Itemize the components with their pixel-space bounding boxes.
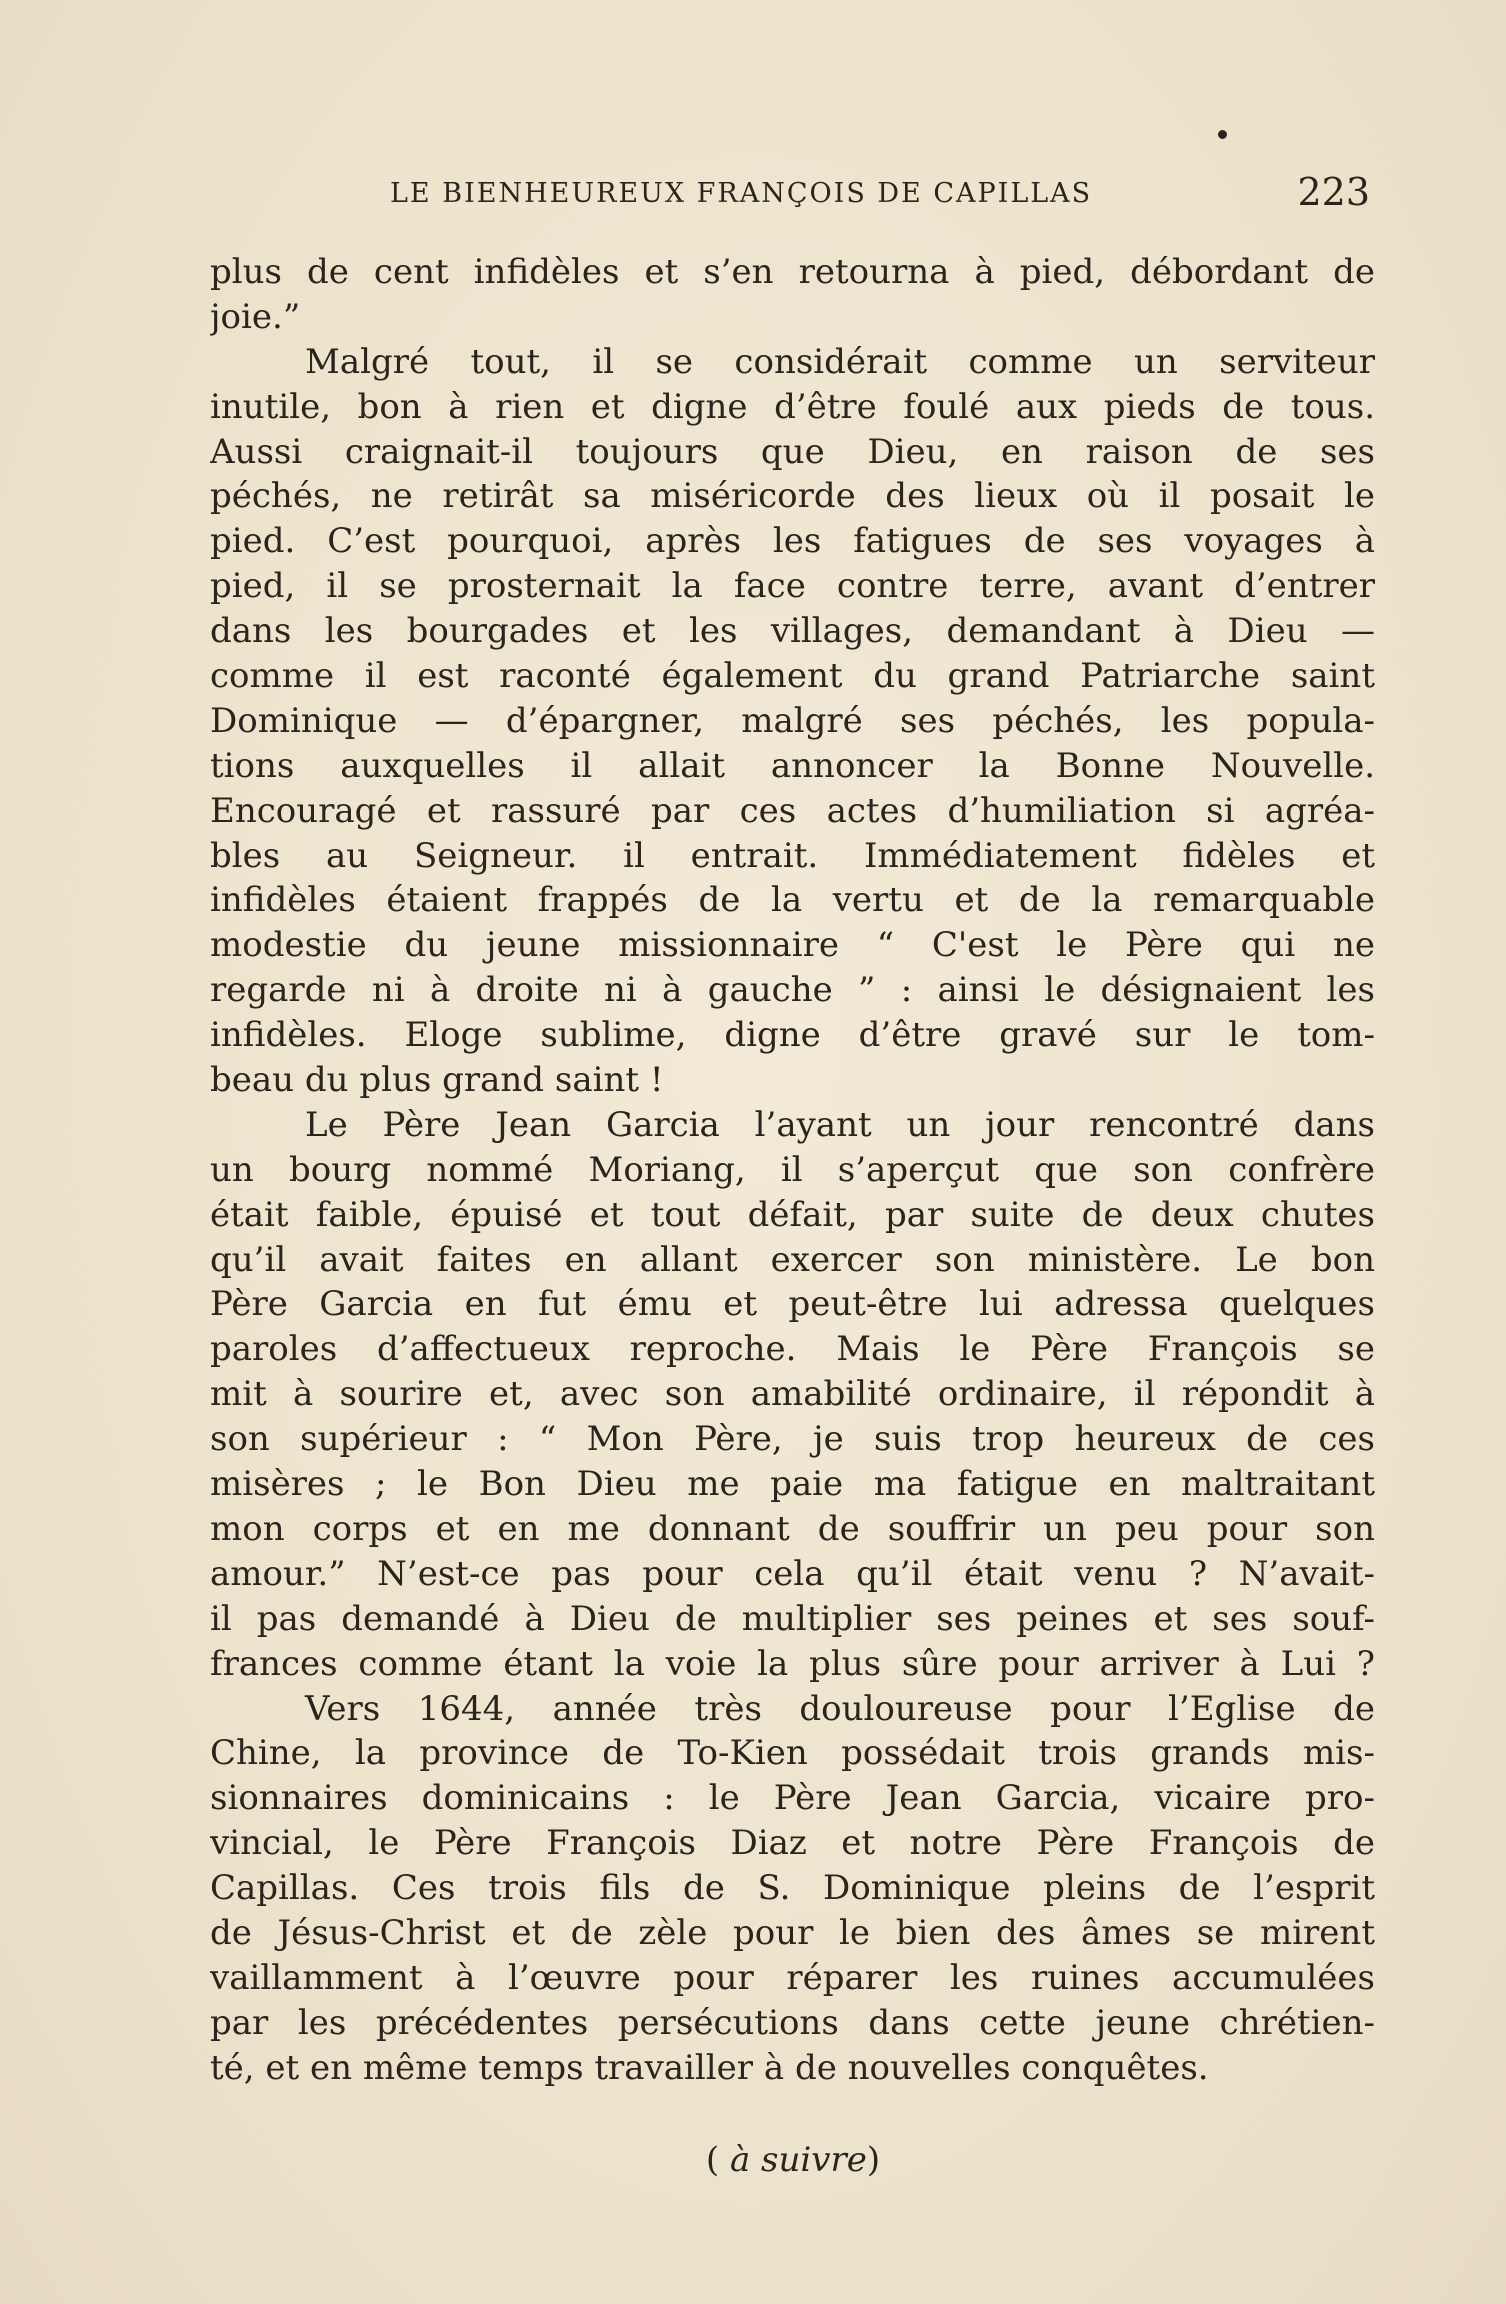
continued-label: à suivre — [729, 2140, 867, 2180]
text-line: plus de cent infidèles et s’en retourna à pied, débordant de — [210, 252, 1375, 292]
text-line: il pas demandé à Dieu de multiplier ses peines et ses souf- — [210, 1598, 1375, 1639]
text-line: comme il est raconté également du grand Patriarche saint — [210, 656, 1375, 697]
text-line: dans les bourgades et les villages, demandant à Dieu — — [210, 611, 1375, 652]
text-line: amour.” N’est-ce pas pour cela qu’il était venu ? N’avait- — [210, 1553, 1375, 1594]
text-line: infidèles. Eloge sublime, digne d’être gravé sur le tom- — [210, 1015, 1375, 1056]
text-line: Père Garcia en fut ému et peut-être lui adressa quelques — [210, 1284, 1375, 1325]
text-line: de Jésus-Christ et de zèle pour le bien des âmes se mirent — [210, 1912, 1375, 1953]
text-line: regarde ni à droite ni à gauche ” : ainsi le désignaient les — [210, 970, 1375, 1011]
text-line: inutile, bon à rien et digne d’être foulé aux pieds de tous. — [210, 386, 1375, 427]
text-line: qu’il avait faites en allant exercer son ministère. Le bon — [210, 1239, 1375, 1280]
text-line: par les précédentes persécutions dans cette jeune chrétien- — [210, 2002, 1375, 2043]
text-line: bles au Seigneur. il entrait. Immédiatement fidèles et — [210, 835, 1375, 876]
text-line: Chine, la province de To-Kien possédait trois grands mis- — [210, 1733, 1375, 1774]
text-line: vaillamment à l’œuvre pour réparer les ruines accumulées — [210, 1957, 1375, 1998]
text-line: frances comme étant la voie la plus sûre pour arriver à Lui ? — [210, 1643, 1375, 1684]
text-line: modestie du jeune missionnaire “ C'est le Père qui ne — [210, 925, 1375, 966]
text-line: tions auxquelles il allait annoncer la Bonne Nouvelle. — [210, 745, 1375, 786]
text-line: beau du plus grand saint ! — [210, 1060, 664, 1101]
page-number: 223 — [1297, 170, 1370, 214]
text-line: sionnaires dominicains : le Père Jean Garcia, vicaire pro- — [210, 1778, 1375, 1819]
ink-speck — [1218, 130, 1227, 139]
text-line: misères ; le Bon Dieu me paie ma fatigue en maltraitant — [210, 1464, 1375, 1505]
text-line: Aussi craignait-il toujours que Dieu, en raison de ses — [210, 431, 1375, 472]
text-line: Le Père Jean Garcia l’ayant un jour rencontré dans — [305, 1104, 1375, 1145]
text-line: Encouragé et rassuré par ces actes d’humiliation si agréa- — [210, 790, 1375, 831]
text-line: péchés, ne retirât sa miséricorde des lieux où il posait le — [210, 476, 1375, 517]
text-line: était faible, épuisé et tout défait, par suite de deux chutes — [210, 1194, 1375, 1235]
text-line: Malgré tout, il se considérait comme un serviteur — [305, 341, 1375, 382]
text-line: Vers 1644, année très douloureuse pour l’Eglise de — [305, 1688, 1375, 1729]
paren-open: ( — [705, 2140, 730, 2180]
text-line: vincial, le Père François Diaz et notre Père François de — [210, 1823, 1375, 1864]
paren-close: ) — [866, 2140, 881, 2180]
text-line: té, et en même temps travailler à de nouvelles conquêtes. — [210, 2047, 1209, 2088]
text-line: pied, il se prosternait la face contre terre, avant d’entrer — [210, 566, 1375, 607]
text-line: son supérieur : “ Mon Père, je suis trop heureux de ces — [210, 1419, 1375, 1460]
text-line: pied. C’est pourquoi, après les fatigues de ses voyages à — [210, 521, 1375, 562]
body-text — [210, 250, 1375, 2091]
text-line: un bourg nommé Moriang, il s’aperçut que son confrère — [210, 1149, 1375, 1190]
continued-note — [0, 2140, 1506, 2180]
text-line: paroles d’affectueux reproche. Mais le Père François se — [210, 1329, 1375, 1370]
text-line: Dominique — d’épargner, malgré ses péchés, les popula- — [210, 700, 1375, 741]
text-line: mit à sourire et, avec son amabilité ordinaire, il répondit à — [210, 1374, 1375, 1415]
text-line: infidèles étaient frappés de la vertu et de la remarquable — [210, 880, 1375, 921]
page-header — [390, 170, 1370, 220]
text-line: mon corps et en me donnant de souffrir un peu pour son — [210, 1508, 1375, 1549]
text-line: Capillas. Ces trois fils de S. Dominique pleins de l’esprit — [210, 1868, 1375, 1909]
running-title: LE BIENHEUREUX FRANÇOIS DE CAPILLAS — [390, 178, 1093, 209]
text-line: joie.” — [210, 296, 301, 337]
